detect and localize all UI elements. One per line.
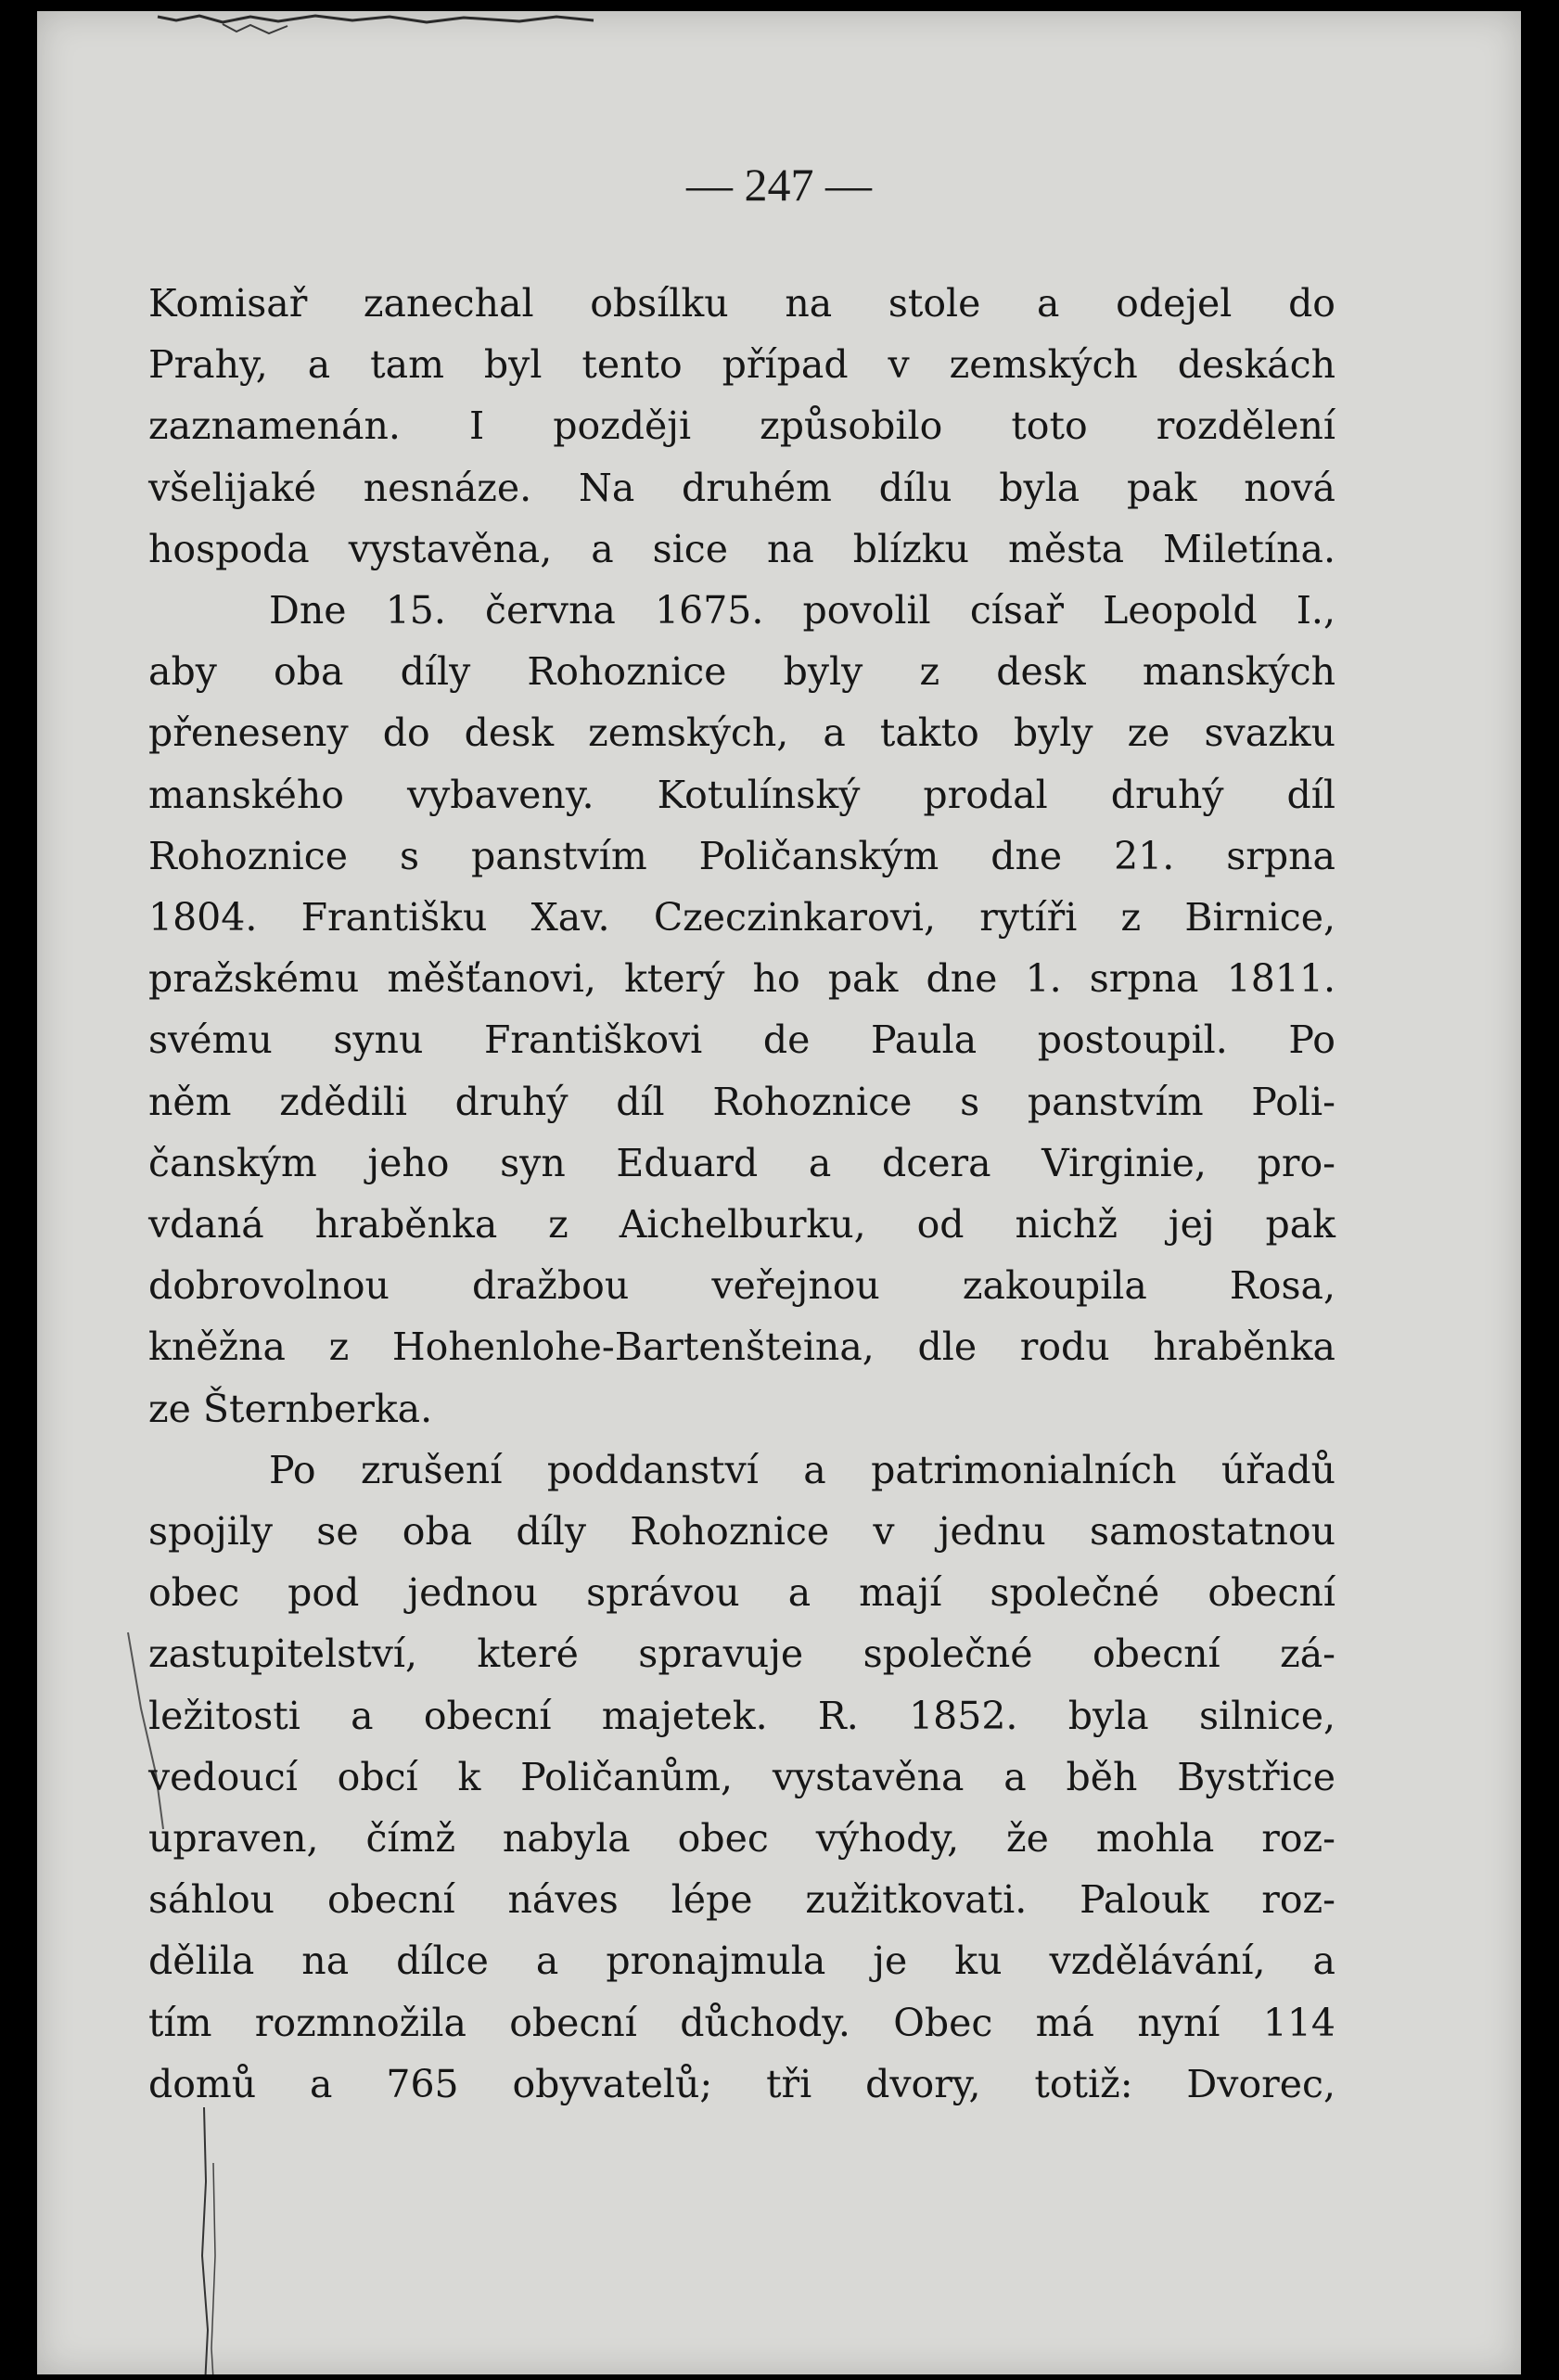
text-line: tím rozmnožila obecní důchody. Obec má nyní 114	[148, 2000, 1335, 2045]
text-line: 1804. Františku Xav. Czeczinkarovi, rytíři z Birnice,	[148, 895, 1335, 940]
text-line: obec pod jednou správou a mají společné obecní	[148, 1570, 1335, 1616]
text-line: Komisař zanechal obsílku na stole a odejel do	[148, 281, 1335, 326]
text-line: Prahy, a tam byl tento případ v zemských deskách	[148, 342, 1335, 388]
text-line: zastupitelství, které spravuje společné obecní zá-	[148, 1631, 1335, 1677]
text-line: ležitosti a obecní majetek. R. 1852. byla silnice,	[148, 1693, 1335, 1738]
text-line: vdaná hraběnka z Aichelburku, od nichž jej pak	[148, 1202, 1335, 1248]
page-number: — 247 —	[686, 159, 872, 211]
text-line: kněžna z Hohenlohe-Bartenšteina, dle rodu hraběnka	[148, 1324, 1335, 1370]
book-page	[37, 11, 1521, 2374]
text-line: dobrovolnou dražbou veřejnou zakoupila Rosa,	[148, 1263, 1335, 1309]
text-line: pražskému měšťanovi, který ho pak dne 1. srpna 1811.	[148, 956, 1335, 1002]
text-line: ze Šternberka.	[148, 1386, 433, 1431]
top-edge-smudge	[37, 11, 1521, 48]
text-line: svému synu Františkovi de Paula postoupil. Po	[148, 1017, 1335, 1063]
text-line: zaznamenán. I později způsobilo toto rozdělení	[148, 403, 1335, 449]
text-line: manského vybaveny. Kotulínský prodal druhý díl	[148, 772, 1335, 817]
text-line: všelijaké nesnáze. Na druhém dílu byla pak nová	[148, 465, 1335, 510]
text-line: sáhlou obecní náves lépe zužitkovati. Palouk roz-	[148, 1877, 1335, 1923]
text-line: něm zdědili druhý díl Rohoznice s panstvím Poli-	[148, 1079, 1335, 1124]
text-line: spojily se oba díly Rohoznice v jednu samostatnou	[148, 1509, 1335, 1555]
text-line: Po zrušení poddanství a patrimonialních úřadů	[269, 1447, 1335, 1492]
text-line: Dne 15. června 1675. povolil císař Leopold I.,	[269, 588, 1335, 633]
text-line: Rohoznice s panstvím Poličanským dne 21. srpna	[148, 833, 1335, 878]
text-line: čanským jeho syn Eduard a dcera Virginie, pro-	[148, 1140, 1335, 1185]
text-line: přeneseny do desk zemských, a takto byly ze svazku	[148, 710, 1335, 756]
text-line: domů a 765 obyvatelů; tři dvory, totiž: Dvorec,	[148, 2061, 1335, 2106]
body-text	[148, 273, 1335, 2115]
text-line: upraven, čímž nabyla obec výhody, že mohla roz-	[148, 1816, 1335, 1862]
text-line: dělila na dílce a pronajmula je ku vzdělávání, a	[148, 1939, 1335, 1984]
text-line: hospoda vystavěna, a sice na blízku města Miletína.	[148, 526, 1335, 571]
text-line: vedoucí obcí k Poličanům, vystavěna a běh Bystřice	[148, 1754, 1335, 1799]
text-line: aby oba díly Rohoznice byly z desk manských	[148, 649, 1335, 695]
